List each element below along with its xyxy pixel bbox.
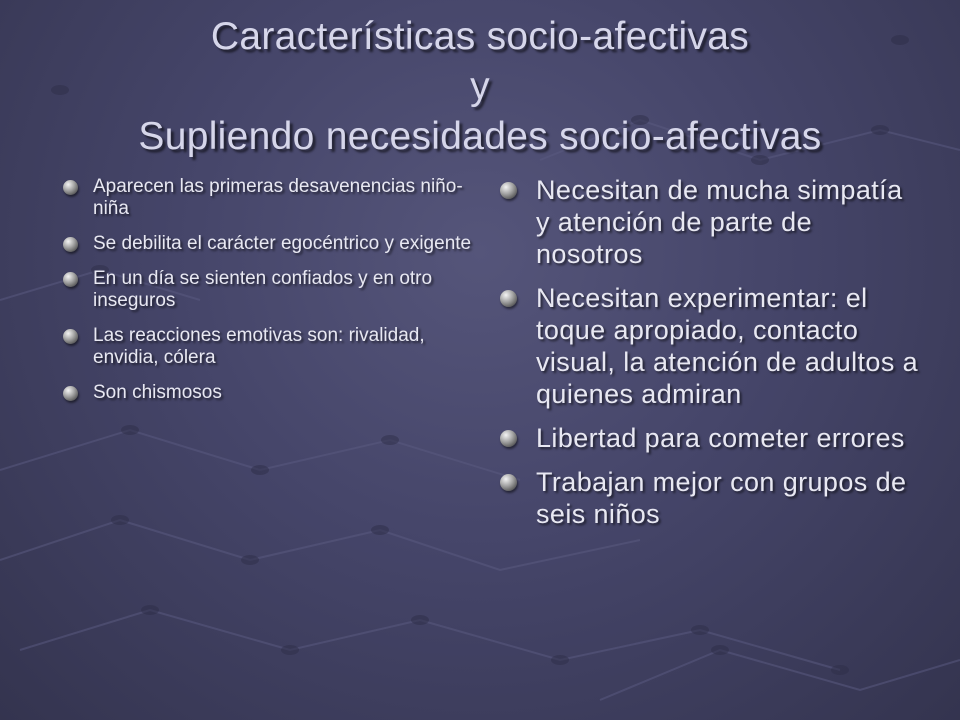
list-item-text: Necesitan de mucha simpatía y atención de parte de nosotros [536,175,903,269]
list-item [500,174,920,270]
list-item-text: Aparecen las primeras desavenencias niño-niña [93,176,463,219]
list-item [63,176,483,220]
bullet-sphere-icon [63,386,78,401]
list-item [63,233,483,255]
list-item-text: Las reacciones emotivas son: rivalidad, envidia, cólera [93,325,425,368]
title-line-2: y [470,65,490,108]
bullet-sphere-icon [63,180,78,195]
bullet-sphere-icon [500,474,517,491]
list-item [63,382,483,404]
list-item-text: En un día se sienten confiados y en otro inseguros [93,268,433,311]
left-bullet-list [63,176,483,417]
list-item [63,325,483,369]
bullet-sphere-icon [500,290,517,307]
bullet-sphere-icon [500,430,517,447]
right-bullet-list [500,174,920,542]
list-item [500,282,920,410]
list-item-text: Necesitan experimentar: el toque apropiado, contacto visual, la atención de adultos a quienes admiran [536,283,919,409]
bullet-sphere-icon [63,237,78,252]
slide-title [0,12,960,162]
bullet-sphere-icon [63,272,78,287]
list-item [500,466,920,530]
list-item-text: Son chismosos [93,382,222,403]
list-item-text: Libertad para cometer errores [536,423,905,453]
list-item-text: Trabajan mejor con grupos de seis niños [536,467,907,529]
bullet-sphere-icon [500,182,517,199]
title-line-1: Características socio-afectivas [210,15,750,58]
list-item-text: Se debilita el carácter egocéntrico y exigente [93,233,472,254]
bullet-sphere-icon [63,329,78,344]
list-item [63,268,483,312]
list-item [500,422,920,454]
title-line-3: Supliendo necesidades socio-afectivas [138,115,822,158]
